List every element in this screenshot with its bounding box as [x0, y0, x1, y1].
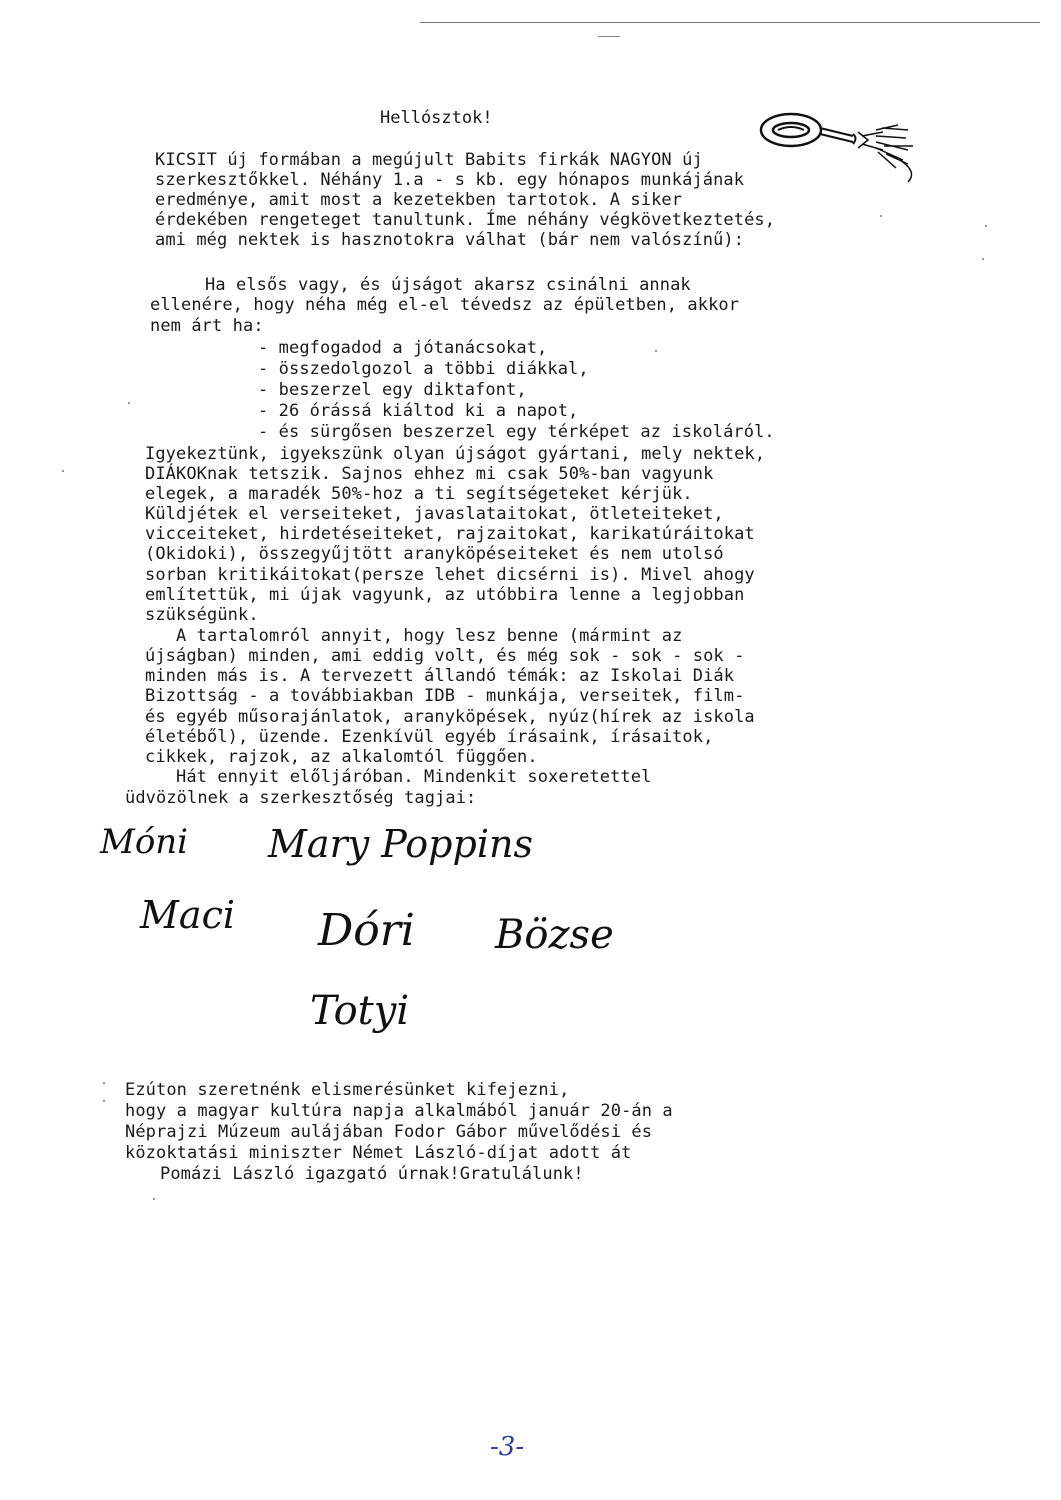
top-tick: [598, 36, 620, 37]
intro-line: szerkesztőkkel. Néhány 1.a - s kb. egy hónapos munkájának: [155, 170, 745, 190]
body-line: Bizottság - a továbbiakban IDB - munkája, verseitek, film-: [145, 686, 745, 706]
body-line: Hát ennyit előljáróban. Mindenkit soxeretettel: [145, 767, 652, 787]
closing-line: Ezúton szeretnénk elismerésünket kifejezni,: [125, 1080, 570, 1100]
scan-speck: [982, 258, 984, 260]
page-number: -3-: [490, 1432, 525, 1462]
advice-line: nem árt ha:: [150, 316, 264, 336]
body-line: vicceiteket, hirdetéseiteket, rajzaitokat, karikatúráitokat: [145, 524, 755, 544]
signature-bozse: Bözse: [495, 912, 614, 958]
scan-speck: [62, 470, 64, 472]
scan-speck: [103, 1100, 105, 1102]
closing-line: Pomázi László igazgató úrnak!Gratulálunk!: [160, 1164, 584, 1184]
frying-pan-doodle-icon: [758, 100, 933, 200]
body-line: DIÁKOKnak tetszik. Sajnos ehhez mi csak 50%-ban vagyunk: [145, 464, 714, 484]
signature-maci: Maci: [140, 893, 235, 937]
body-line: Küldjétek el verseiteket, javaslataitokat, ötleteiteket,: [145, 504, 724, 524]
body-line: Igyekeztünk, igyekszünk olyan újságot gyártani, mely nektek,: [145, 444, 766, 464]
advice-line: Ha elsős vagy, és újságot akarsz csinálni annak: [205, 275, 691, 295]
body-line: (Okidoki), összegyűjtött aranyköpéseiteket és nem utolsó: [145, 544, 724, 564]
closing-line: közoktatási miniszter Német László-díjat adott át: [125, 1143, 632, 1163]
body-line: és egyéb műsorajánlatok, aranyköpések, nyúz(hírek az iskola: [145, 707, 755, 727]
body-line: elegek, a maradék 50%-hoz a ti segítségeteket kérjük.: [145, 484, 693, 504]
body-line: újságban) minden, ami eddig volt, és még sok - sok - sok -: [145, 646, 745, 666]
body-line: cikkek, rajzok, az alkalomtól függően.: [145, 747, 538, 767]
scan-speck: [103, 1082, 105, 1084]
body-line: A tartalomról annyit, hogy lesz benne (mármint az: [145, 626, 683, 646]
list-item: - és sürgősen beszerzel egy térképet az iskoláról.: [258, 422, 775, 442]
scan-speck: [985, 225, 987, 227]
list-item: - összedolgozol a többi diákkal,: [258, 359, 589, 379]
closing-line: Néprajzi Múzeum aulájában Fodor Gábor művelődési és: [125, 1122, 653, 1142]
signature-dori: Dóri: [318, 905, 415, 956]
scan-speck: [128, 402, 130, 404]
advice-line: ellenére, hogy néha még el-el tévedsz az épületben, akkor: [150, 295, 740, 315]
signature-mary-poppins: Mary Poppins: [268, 822, 533, 866]
closing-line: hogy a magyar kultúra napja alkalmából január 20-án a: [125, 1101, 673, 1121]
body-line: szükségünk.: [145, 605, 259, 625]
intro-line: érdekében rengeteget tanultunk. Íme néhány végkövetkeztetés,: [155, 210, 776, 230]
top-rule: [420, 22, 1040, 23]
body-line: üdvözölnek a szerkesztőség tagjai:: [125, 788, 477, 808]
intro-line: ami még nektek is hasznotokra válhat (bár nem valószínű):: [155, 230, 745, 250]
body-line: minden más is. A tervezett állandó témák: az Iskolai Diák: [145, 666, 735, 686]
body-line: sorban kritikáitokat(persze lehet dicsérni is). Mivel ahogy: [145, 565, 755, 585]
list-item: - megfogadod a jótanácsokat,: [258, 338, 548, 358]
scan-speck: [655, 350, 657, 352]
scan-speck: [153, 1198, 155, 1200]
intro-line: eredménye, amit most a kezetekben tartotok. A siker: [155, 190, 683, 210]
signature-moni: Móni: [100, 822, 189, 862]
list-item: - beszerzel egy diktafont,: [258, 380, 527, 400]
body-line: életéből), üzende. Ezenkívül egyéb írásaink, írásaitok,: [145, 727, 714, 747]
body-line: említettük, mi újak vagyunk, az utóbbira lenne a legjobban: [145, 585, 745, 605]
intro-line: KICSIT új formában a megújult Babits firkák NAGYON új: [155, 150, 703, 170]
scan-speck: [880, 215, 882, 217]
list-item: - 26 órássá kiáltod ki a napot,: [258, 401, 579, 421]
signature-totyi: Totyi: [310, 988, 410, 1034]
page-title: Hellósztok!: [380, 108, 493, 128]
